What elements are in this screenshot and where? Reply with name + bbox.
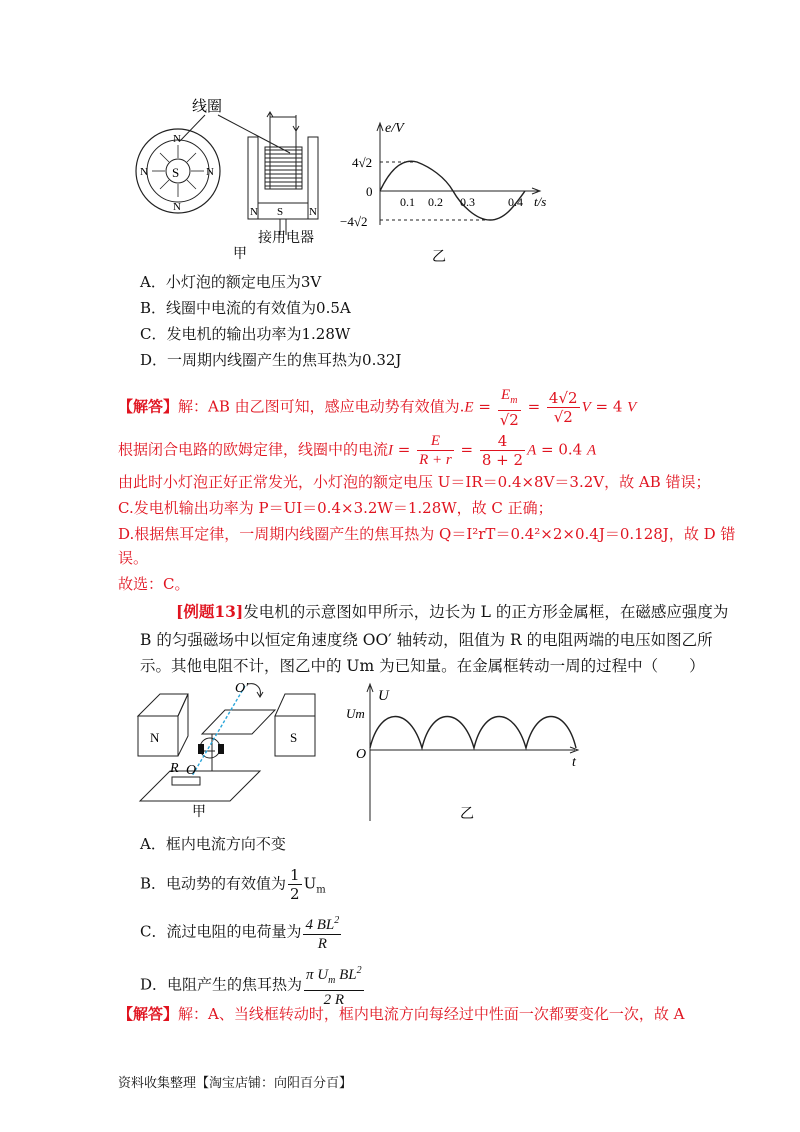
fraction: $\frac{4 BL^2}{R}$ <box>303 912 341 953</box>
answer-line-6: 故选：C。 <box>118 575 190 593</box>
svg-text:N: N <box>140 166 148 178</box>
u-axis-label: U <box>378 688 389 704</box>
example-stem-2: B 的匀强磁场中以恒定角速度绕 OO′ 轴转动，阻值为 R 的电阻两端的电压如图乙所 <box>140 631 713 649</box>
y-bottom-label: −4√2 <box>340 214 368 229</box>
y-zero-label: 0 <box>366 184 373 199</box>
example-tag: [例题13] <box>176 602 244 621</box>
example-stem-1: [例题13]发电机的示意图如甲所示，边长为 L 的正方形金属框，在磁感应强度为 <box>176 602 729 621</box>
ex-option-d: D．电阻产生的焦耳热为 $\frac{\pi U_m BL^2}{2 R}$ <box>140 962 366 1009</box>
option-a: A．小灯泡的额定电压为3V <box>140 273 322 291</box>
caption-jia-1: 甲 <box>233 247 247 262</box>
footer-source: 资料收集整理【淘宝店铺：向阳百分百】 <box>118 1076 353 1091</box>
answer-line-4: C.发电机输出功率为 P＝UI＝0.4×3.2W＝1.28W，故 C 正确； <box>118 499 553 517</box>
ex-option-b: B．电动势的有效值为 $\frac{1}{2}$ $U_m$ <box>140 866 326 903</box>
svg-text:N: N <box>206 166 214 178</box>
device-label: 接用电器 <box>258 231 314 246</box>
svg-text:S: S <box>172 165 180 180</box>
fraction: $\frac{1}{2}$ <box>290 866 300 903</box>
ex-answer-line: 【解答】解：A、当线框转动时，框内电流方向每经过中性面一次都要变化一次，故 A <box>118 1005 685 1023</box>
figure-2 <box>130 676 590 826</box>
generator-sketch <box>138 694 315 801</box>
y-top-label: 4√2 <box>352 155 373 170</box>
t-axis-label: t <box>572 755 576 770</box>
device-s: S <box>277 206 284 218</box>
x-tick: 0.2 <box>428 195 443 209</box>
answer-line-1: 【解答】解：AB 由乙图可知，感应电动势有效值为.E = $\frac{E_m}{√2}$ = $\frac{4√2}{√2}$ V = 4 V <box>118 387 637 429</box>
ex-option-c: C．流过电阻的电荷量为 $\frac{4 BL^2}{R}$ <box>140 912 343 953</box>
answer-line-3: 由此时小灯泡正好正常发光，小灯泡的额定电压 U＝IR＝0.4×8V＝3.2V，故 AB 错误； <box>118 473 711 491</box>
ex-option-a: A．框内电流方向不变 <box>140 835 286 853</box>
fig2-o: O <box>186 763 197 778</box>
device-n-right: N <box>309 206 317 218</box>
emf-graph <box>340 121 546 229</box>
figure-1 <box>130 95 570 265</box>
fig2-r: R <box>170 761 179 776</box>
answer-tag: 【解答】 <box>118 397 179 416</box>
fraction: $\frac{4√2}{√2}$ <box>548 389 578 426</box>
option-d: D．一周期内线圈产生的焦耳热为0.32J <box>140 351 402 369</box>
caption-jia-2: 甲 <box>192 805 206 820</box>
x-tick: 0.1 <box>400 195 415 209</box>
fraction: $\frac{4}{8 + 2}$ <box>481 432 524 469</box>
x-axis-label: t/s <box>534 194 547 209</box>
coil-label: 线圈 <box>192 99 223 115</box>
device-n-left: N <box>250 206 258 218</box>
um-label: Um <box>346 706 365 721</box>
x-tick: 0.3 <box>460 195 475 209</box>
answer-line-5b: 误。 <box>118 549 149 567</box>
origin-label: O <box>356 747 367 762</box>
fraction: $\frac{E}{R + r}$ <box>419 433 452 468</box>
option-c: C．发电机的输出功率为1.28W <box>140 325 351 343</box>
caption-yi-1: 乙 <box>432 250 446 265</box>
y-axis-label: e/V <box>385 121 404 136</box>
svg-text:N: N <box>173 201 181 213</box>
circular-magnet <box>136 129 220 213</box>
svg-text:N: N <box>173 133 181 145</box>
fraction: $\frac{E_m}{√2}$ <box>499 387 519 429</box>
fig2-s-label: S <box>290 730 298 745</box>
x-tick: 0.4 <box>508 195 523 209</box>
caption-yi-2: 乙 <box>460 807 474 822</box>
answer-line-2: 根据闭合电路的欧姆定律，线圈中的电流I = $\frac{E}{R + r}$ = $\frac{4}{8 + 2}$ A = 0.4 A <box>118 432 597 469</box>
example-stem-3: 示。其他电阻不计，图乙中的 Um 为已知量。在金属框转动一周的过程中（ ） <box>140 657 705 675</box>
fig2-o-prime: O′ <box>235 681 249 696</box>
voltage-graph <box>346 684 578 821</box>
fraction: $\frac{\pi U_m BL^2}{2 R}$ <box>304 962 364 1009</box>
option-b: B．线圈中电流的有效值为0.5A <box>140 299 351 317</box>
answer-line-5a: D.根据焦耳定律，一周期内线圈产生的焦耳热为 Q＝I²rT＝0.4²×2×0.4J＝0.128J，故 D 错 <box>118 525 736 543</box>
fig2-n-label: N <box>150 730 160 745</box>
